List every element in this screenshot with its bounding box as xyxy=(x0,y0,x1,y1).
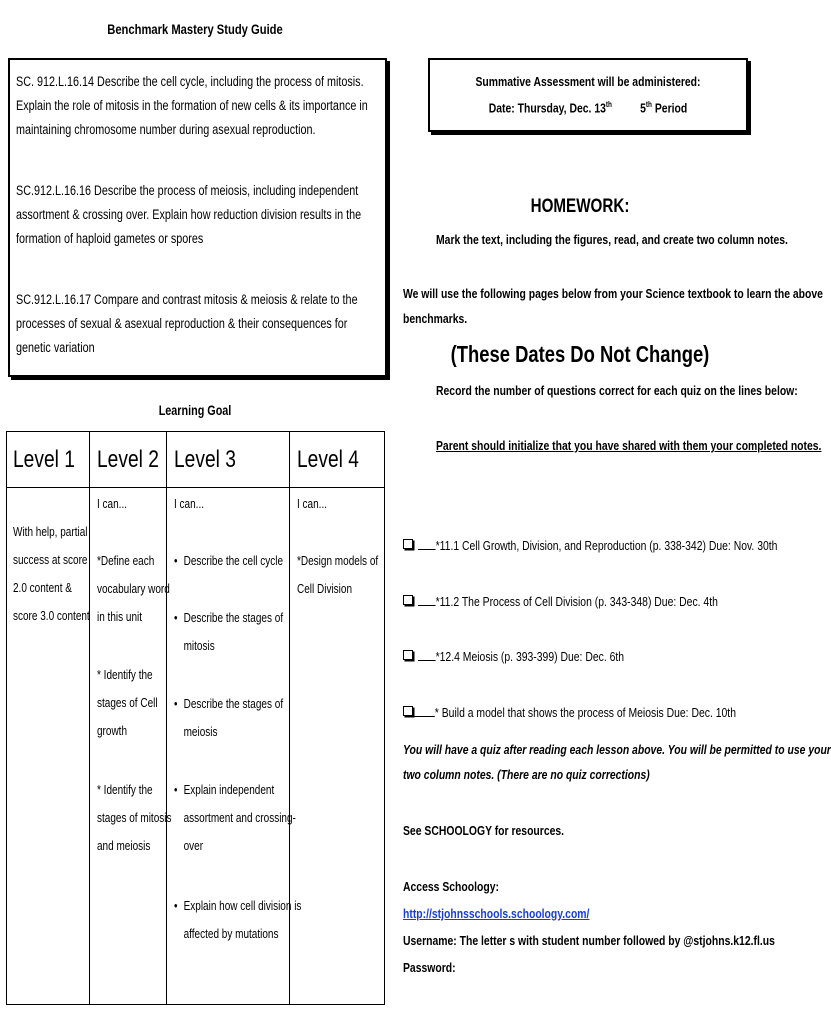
level-3-header: Level 3 xyxy=(174,446,236,473)
level-2-item-cell-growth: * Identify the stages of Cell growth xyxy=(97,668,158,738)
level-2-header: Level 2 xyxy=(97,446,159,473)
standards-box xyxy=(8,58,387,377)
level-4-header: Level 4 xyxy=(297,446,359,473)
summative-date: Date: Thursday, Dec. 13th 5th Period xyxy=(488,100,688,116)
schoology-link[interactable]: http://stjohnsschools.schoology.com/ xyxy=(403,906,590,921)
level-3-ican: I can... xyxy=(174,497,205,511)
task-3: *12.4 Meiosis (p. 393-399) Due: Dec. 6th xyxy=(418,648,624,664)
homework-instruction: Mark the text, including the figures, read, and create two column notes. xyxy=(436,232,788,247)
standard-16-16: SC.912.L.16.16 Describe the process of meiosis, including independent assortment & crossing over. Explain how reduction division results in the formation of haploid gametes or spores xyxy=(16,183,362,246)
page-title: Benchmark Mastery Study Guide xyxy=(107,21,283,37)
learning-goal-table xyxy=(6,431,385,1005)
level-1-text: With help, partial success at score 2.0 content & score 3.0 content xyxy=(13,525,90,623)
task-1: *11.1 Cell Growth, Division, and Reproduction (p. 338-342) Due: Nov. 30th xyxy=(418,537,777,553)
level-2-ican: I can... xyxy=(97,497,128,511)
level-4-ican: I can... xyxy=(297,497,328,511)
summative-line: Summative Assessment will be administered: xyxy=(475,74,701,89)
level-4-item-design: *Design models of Cell Division xyxy=(297,554,379,596)
quiz-note: You will have a quiz after reading each lesson above. You will be permitted to use your two column notes. (There are no quiz corrections) xyxy=(403,742,831,782)
homework-heading: HOMEWORK: xyxy=(530,196,630,217)
task-2: *11.2 The Process of Cell Division (p. 343-348) Due: Dec. 4th xyxy=(418,593,718,609)
pages-note: We will use the following pages below from your Science textbook to learn the above benchmarks. xyxy=(403,286,823,326)
level-3-bullet-mitosis: • Describe the stages of mitosis xyxy=(174,611,284,653)
standard-16-17: SC.912.L.16.17 Compare and contrast mitosis & meiosis & relate to the processes of sexual & asexual reproduction & their consequences for genetic variation xyxy=(16,292,358,355)
task-checkbox-1[interactable] xyxy=(403,539,413,549)
level-3-bullet-cell-cycle: • Describe the cell cycle xyxy=(174,554,284,568)
dates-banner: (These Dates Do Not Change) xyxy=(450,341,710,367)
task-4: * Build a model that shows the process of Meiosis Due: Dec. 10th xyxy=(414,704,736,720)
task-checkbox-3[interactable] xyxy=(403,650,413,660)
level-3-bullet-meiosis: • Describe the stages of meiosis xyxy=(174,697,284,739)
level-1-header: Level 1 xyxy=(13,446,75,473)
summative-box xyxy=(428,58,748,132)
task-checkbox-4[interactable] xyxy=(403,706,413,716)
parent-note: Parent should initialize that you have shared with them your completed notes. xyxy=(436,438,822,453)
level-2-item-mitosis-meiosis: * Identify the stages of mitosis and meiosis xyxy=(97,783,172,853)
record-note: Record the number of questions correct for each quiz on the lines below: xyxy=(436,383,798,398)
standard-16-14: SC. 912.L.16.14 Describe the cell cycle, including the process of mitosis. Explain the role of mitosis in the formation of new cells & its importance in maintaining chromosome number during asexual reproduction. xyxy=(16,74,368,137)
password-label: Password: xyxy=(403,960,456,975)
level-3-bullet-assortment: • Explain independent assortment and crossing- over xyxy=(174,783,296,853)
level-2-item-define: *Define each vocabulary word in this unit xyxy=(97,554,170,624)
learning-goal-title: Learning Goal xyxy=(158,403,232,418)
level-3-bullet-mutations: • Explain how cell division is affected by mutations xyxy=(174,899,302,941)
username-line: Username: The letter s with student number followed by @stjohns.k12.fl.us xyxy=(403,933,775,948)
task-checkbox-2[interactable] xyxy=(403,595,413,605)
see-schoology: See SCHOOLOGY for resources. xyxy=(403,823,565,838)
access-label: Access Schoology: xyxy=(403,879,499,894)
